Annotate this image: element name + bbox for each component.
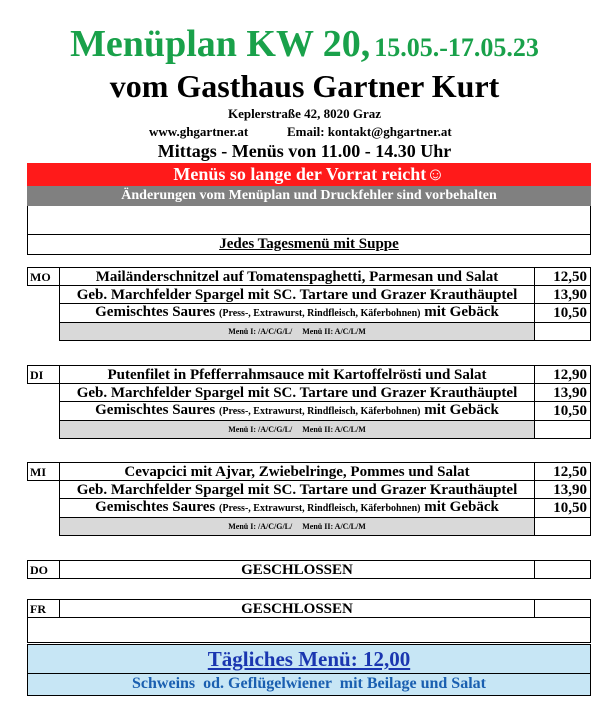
day-label: MO [28, 268, 60, 286]
day-table-mi [27, 462, 591, 536]
day-table-mo [27, 267, 591, 341]
allergen-info: Menü I: /A/C/G/L/ Menü II: A/C/L/M [60, 323, 535, 341]
website-link[interactable]: www.ghgartner.at [149, 124, 249, 139]
allergen-info: Menü I: /A/C/G/L/ Menü II: A/C/L/M [60, 518, 535, 536]
table-row [28, 384, 591, 402]
table-row [28, 600, 591, 618]
dish-price: 10,50 [535, 304, 591, 323]
table-row [28, 402, 591, 421]
day-label: MI [28, 463, 60, 481]
dish-main: Gemischtes Saures [95, 304, 216, 320]
dish-note: (Press-, Extrawurst, Rindfleisch, Käferbohnen) [219, 406, 421, 417]
day-label: DO [28, 561, 60, 579]
blank-box [27, 206, 591, 235]
dish-main: Gemischtes Saures [95, 402, 216, 418]
soup-note: Jedes Tagesmenü mit Suppe [219, 236, 399, 252]
daily-menu-title: Tägliches Menü: 12,00 [207, 647, 411, 671]
dish-price: 10,50 [535, 402, 591, 421]
dish-price: 12,50 [535, 268, 591, 286]
dish-name [60, 402, 535, 421]
day-label: DI [28, 366, 60, 384]
table-row [28, 481, 591, 499]
allergen-info: Menü I: /A/C/G/L/ Menü II: A/C/L/M [60, 421, 535, 439]
opening-hours: Mittags - Menüs von 11.00 - 14.30 Uhr [157, 141, 452, 161]
dish-suffix: mit Gebäck [424, 499, 499, 515]
soup-note-box [27, 235, 591, 255]
dish-suffix: mit Gebäck [424, 402, 499, 418]
table-row [28, 286, 591, 304]
dish-price: 12,90 [535, 366, 591, 384]
dish-price: 13,90 [535, 481, 591, 499]
day-label: FR [28, 600, 60, 618]
address: Keplerstraße 42, 8020 Graz [227, 106, 382, 121]
page-title [0, 22, 609, 66]
daily-menu-description: Schweins od. Geflügelwiener mit Beilage und Salat [27, 674, 591, 696]
title-main: Menüplan KW 20, [70, 23, 371, 65]
dish-name: Geb. Marchfelder Spargel mit SC. Tartare und Grazer Krauthäuptel [60, 481, 535, 499]
dish-name [60, 499, 535, 518]
dish-price: 13,90 [535, 286, 591, 304]
day-table-fr [27, 599, 591, 643]
table-row [28, 268, 591, 286]
closed-label: GESCHLOSSEN [60, 561, 535, 579]
dish-price: 10,50 [535, 499, 591, 518]
table-row [28, 304, 591, 323]
dish-price: 12,50 [535, 463, 591, 481]
dish-name: Geb. Marchfelder Spargel mit SC. Tartare und Grazer Krauthäuptel [60, 286, 535, 304]
dish-name: Cevapcici mit Ajvar, Zwiebelringe, Pommes und Salat [60, 463, 535, 481]
table-row [28, 618, 591, 643]
table-row [28, 463, 591, 481]
daily-menu-box [27, 644, 591, 674]
email-link[interactable]: Email: kontakt@ghgartner.at [287, 124, 452, 139]
day-table-do [27, 560, 591, 579]
table-row [28, 561, 591, 579]
availability-banner: Menüs so lange der Vorrat reicht☺ [27, 163, 591, 186]
table-row [28, 499, 591, 518]
closed-label: GESCHLOSSEN [60, 600, 535, 618]
day-table-di [27, 365, 591, 439]
restaurant-name: vom Gasthaus Gartner Kurt [109, 68, 500, 104]
table-row [28, 323, 591, 341]
dish-price: 13,90 [535, 384, 591, 402]
table-row [28, 421, 591, 439]
table-row [28, 518, 591, 536]
dish-name: Mailänderschnitzel auf Tomatenspaghetti, Parmesan und Salat [60, 268, 535, 286]
table-row [28, 366, 591, 384]
dish-note: (Press-, Extrawurst, Rindfleisch, Käferbohnen) [219, 503, 421, 514]
title-dates: 15.05.-17.05.23 [374, 33, 539, 62]
dish-name: Geb. Marchfelder Spargel mit SC. Tartare und Grazer Krauthäuptel [60, 384, 535, 402]
dish-suffix: mit Gebäck [424, 304, 499, 320]
dish-name: Putenfilet in Pfefferrahmsauce mit Kartoffelrösti und Salat [60, 366, 535, 384]
dish-name [60, 304, 535, 323]
disclaimer-banner: Änderungen vom Menüplan und Druckfehler sind vorbehalten [27, 186, 591, 206]
dish-main: Gemischtes Saures [95, 499, 216, 515]
dish-note: (Press-, Extrawurst, Rindfleisch, Käferbohnen) [219, 308, 421, 319]
